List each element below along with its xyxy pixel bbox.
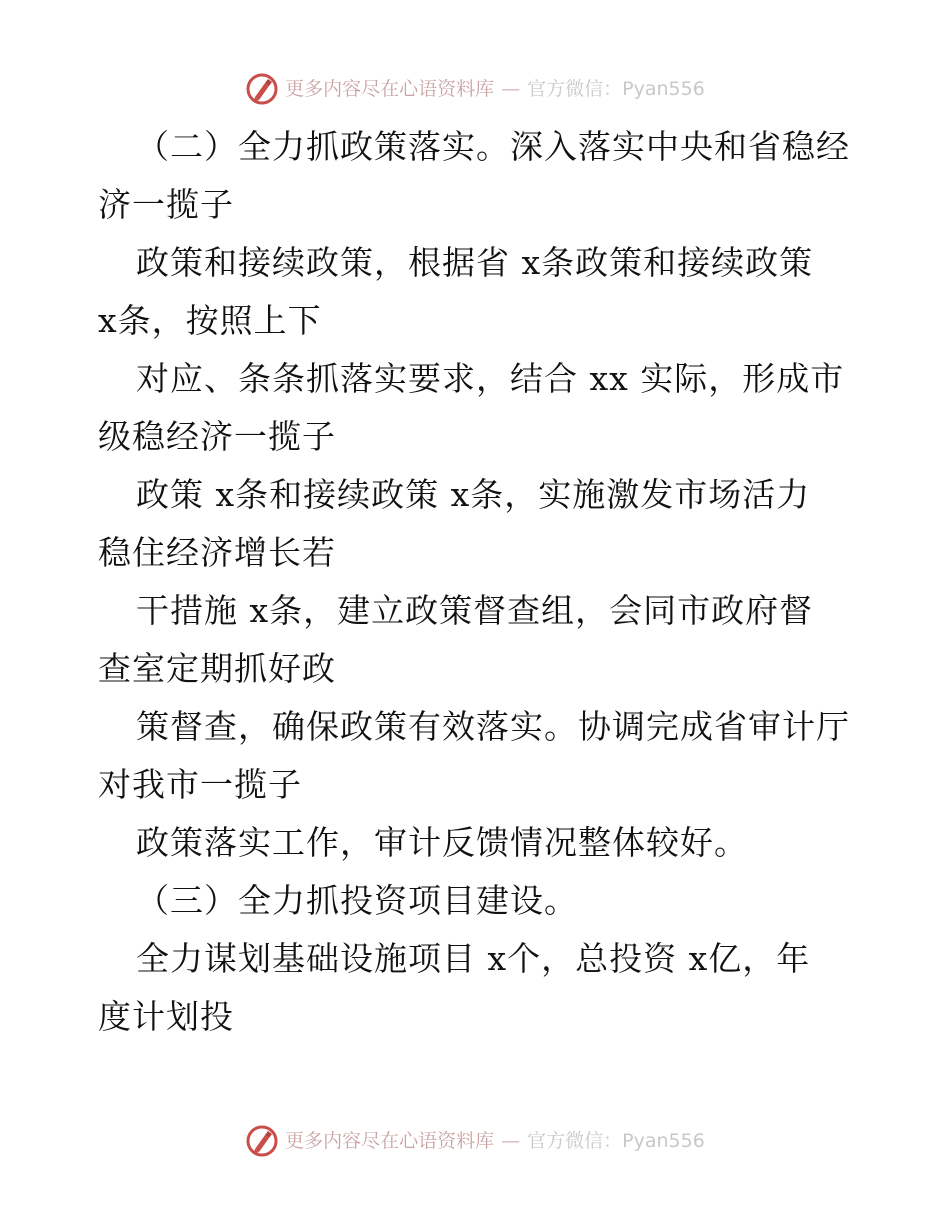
document-line: 度计划投 xyxy=(98,997,234,1036)
pen-logo-icon xyxy=(245,1124,279,1158)
document-body xyxy=(98,118,858,1046)
document-line: 对应、条条抓落实要求，结合 xx 实际，形成市 xyxy=(136,359,845,398)
document-line: 干措施 x条，建立政策督查组，会同市政府督 xyxy=(136,591,814,630)
watermark-separator: — xyxy=(501,77,521,100)
document-line: 济一揽子 xyxy=(98,185,234,224)
watermark-wechat-text: 官方微信：Pyan556 xyxy=(527,1129,705,1152)
document-line: 查室定期抓好政 xyxy=(98,649,336,688)
document-line: x条，按照上下 xyxy=(98,301,322,340)
watermark-main-text: 更多内容尽在心语资料库 xyxy=(285,77,495,100)
pen-logo-icon xyxy=(245,72,279,106)
document-line: 政策和接续政策，根据省 x条政策和接续政策 xyxy=(136,243,814,282)
document-line: 政策 x条和接续政策 x条，实施激发市场活力 xyxy=(136,475,811,514)
document-line: （三）全力抓投资项目建设。 xyxy=(136,881,578,920)
watermark-wechat-text: 官方微信：Pyan556 xyxy=(527,77,705,100)
document-line: 对我市一揽子 xyxy=(98,765,302,804)
watermark-main-text: 更多内容尽在心语资料库 xyxy=(285,1129,495,1152)
header-watermark xyxy=(0,72,950,106)
document-line: 策督查，确保政策有效落实。协调完成省审计厅 xyxy=(136,707,850,746)
watermark-separator: — xyxy=(501,1129,521,1152)
document-line: 稳住经济增长若 xyxy=(98,533,336,572)
document-line: 级稳经济一揽子 xyxy=(98,417,336,456)
document-line: （二）全力抓政策落实。深入落实中央和省稳经 xyxy=(136,127,850,166)
footer-watermark xyxy=(0,1124,950,1158)
document-line: 政策落实工作，审计反馈情况整体较好。 xyxy=(136,823,748,862)
document-line: 全力谋划基础设施项目 x个，总投资 x亿，年 xyxy=(136,939,811,978)
